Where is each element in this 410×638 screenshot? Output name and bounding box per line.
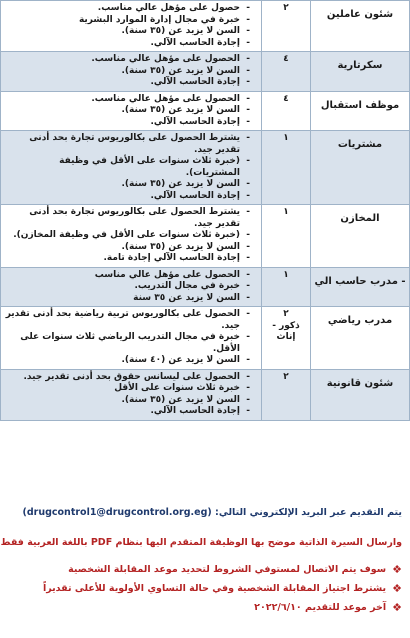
job-count-cell <box>262 369 311 420</box>
job-title: سكرتارية <box>337 60 383 71</box>
note-text: سوف يتم الاتصال لمستوفي الشروط لتحديد موعد المقابلة الشخصية <box>68 564 387 575</box>
requirement-item: - السن لا يزيد عن (٣٥ سنة). <box>4 395 250 407</box>
diamond-bullet-icon: ❖ <box>392 582 402 595</box>
requirements-list <box>4 94 258 129</box>
job-count-cell <box>262 52 311 92</box>
job-count: ٢ <box>283 371 289 382</box>
job-count-cell <box>262 307 311 370</box>
job-title: شئون قانونية <box>326 377 394 389</box>
job-count: ١ <box>283 207 289 217</box>
job-title: مشتريات <box>337 139 383 150</box>
job-requirements-cell <box>1 307 262 370</box>
job-count-cell <box>262 267 311 307</box>
job-requirements-cell <box>1 1 262 52</box>
job-title-cell <box>311 131 410 205</box>
requirement-item: - الحصول على بكالوريوس تربية رياضية بحد أدنى تقدير جيد. <box>4 309 250 332</box>
job-requirements-cell <box>1 52 262 92</box>
note-text: يشترط اجتياز المقابلة الشخصية وفي حالة التساوي الأولوية للأعلى تقديراً <box>42 583 387 594</box>
requirement-item: - السن لا يزيد عن (٤٠ سنة). <box>4 355 250 367</box>
requirement-item: - إجادة الحاسب الآلي. <box>4 77 250 89</box>
diamond-bullet-icon: ❖ <box>392 563 402 576</box>
note-text: آخر موعد للتقديم ٢٠٢٢/٦/١٠ <box>254 602 387 613</box>
job-row <box>1 369 410 420</box>
requirement-item: - (خبرة ثلاث سنوات على الأقل في وظيفة المشتريات). <box>4 156 250 179</box>
requirement-item: - الحصول على مؤهل عالي مناسب. <box>4 54 250 66</box>
requirement-item: - السن لا يزيد عن (٣٥ سنة). <box>4 66 250 78</box>
requirement-item: - إجادة الحاسب الآلي إجادة تامة. <box>4 253 250 265</box>
job-row <box>1 307 410 370</box>
job-count-cell <box>262 91 311 131</box>
jobs-table-body <box>1 1 410 421</box>
job-count: ٢ <box>283 3 289 13</box>
job-title: شئون عاملين <box>326 9 394 20</box>
requirements-list <box>4 54 258 89</box>
requirement-item: - الحصول على مؤهل عالي مناسب. <box>4 94 250 106</box>
apply-cv-line: وارسال السيرة الذاتية موضح بها الوظيفة المتقدم اليها بنظام PDF باللغة العربية فقط <box>0 537 402 548</box>
requirement-item: - السن لا يزيد عن (٣٥ سنة). <box>4 179 250 191</box>
requirements-list <box>4 133 258 202</box>
requirement-item: - حصول على مؤهل عالي مناسب. <box>4 3 250 15</box>
requirements-list <box>4 372 258 418</box>
requirement-item: - السن لا يزيد عن ٣٥ سنة <box>4 293 250 305</box>
note-item <box>43 598 402 617</box>
job-count: ٤ <box>283 93 289 104</box>
job-requirements-cell <box>1 91 262 131</box>
requirement-item: - إجادة الحاسب الآلي. <box>4 191 250 203</box>
note-item <box>43 560 402 579</box>
requirement-item: - (خبرة ثلاث سنوات على الأقل في وظيفة المخازن). <box>4 230 250 242</box>
job-title-cell <box>311 1 410 52</box>
requirement-item: - خبرة ثلاث سنوات على الأقل <box>4 383 250 395</box>
requirement-item: - الحصول على مؤهل عالي مناسب <box>4 270 250 282</box>
requirements-list <box>4 309 258 367</box>
job-count-cell <box>262 131 311 205</box>
requirement-item: - يشترط الحصول على بكالوريوس تجارة بحد أدنى تقدير جيد. <box>4 207 250 230</box>
job-title-cell <box>311 369 410 420</box>
notes-list <box>43 560 402 617</box>
job-count: ١ <box>283 133 289 143</box>
job-title-cell <box>311 307 410 370</box>
requirements-list <box>4 207 258 265</box>
requirement-item: - إجادة الحاسب الآلي. <box>4 38 250 50</box>
requirement-item: - السن لا يزيد عن (٣٥ سنة). <box>4 26 250 38</box>
requirement-item: - إجادة الحاسب الآلي. <box>4 117 250 129</box>
job-title: المخازن <box>340 213 380 224</box>
requirement-item: - السن لا يزيد عن (٣٥ سنة). <box>4 105 250 117</box>
job-row <box>1 131 410 205</box>
job-row <box>1 1 410 52</box>
requirement-item: - إجادة الحاسب الآلي. <box>4 406 250 418</box>
job-count-note: ذكور - إناث <box>272 320 300 342</box>
job-row <box>1 267 410 307</box>
apply-email-line: يتم التقديم عبر البريد الإلكتروني التالي: (drugcontrol1@drugcontrol.org.eg) <box>22 507 402 518</box>
requirements-list <box>4 270 258 305</box>
note-item <box>43 579 402 598</box>
job-title: مدرب رياضي <box>327 315 393 326</box>
job-count-cell <box>262 205 311 268</box>
job-requirements-cell <box>1 267 262 307</box>
requirement-item: - خبرة في مجال التدريب الرياضي ثلاث سنوات على الأقل. <box>4 332 250 355</box>
job-count: ٤ <box>283 54 289 64</box>
job-requirements-cell <box>1 205 262 268</box>
job-requirements-cell <box>1 131 262 205</box>
requirement-item: - السن لا يزيد عن (٣٥ سنة). <box>4 242 250 254</box>
diamond-bullet-icon: ❖ <box>392 601 402 614</box>
job-row <box>1 91 410 131</box>
job-title: - مدرب حاسب الي <box>314 275 406 287</box>
requirement-item: - يشترط الحصول على بكالوريوس تجارة بحد أدنى تقدير جيد. <box>4 133 250 156</box>
job-requirements-cell <box>1 369 262 420</box>
requirements-list <box>4 3 258 49</box>
requirement-item: - خبرة في مجال التدريب. <box>4 281 250 293</box>
job-count: ١ <box>283 269 289 280</box>
requirement-item: - الحصول على ليسانس حقوق بحد أدنى تقدير جيد. <box>4 372 250 384</box>
job-title: موظف استقبال <box>320 99 400 111</box>
job-count-cell <box>262 1 311 52</box>
job-count: ٢ <box>283 309 289 319</box>
job-title-cell <box>311 91 410 131</box>
job-title-cell <box>311 267 410 307</box>
job-title-cell <box>311 205 410 268</box>
job-title-cell <box>311 52 410 92</box>
job-row <box>1 205 410 268</box>
job-row <box>1 52 410 92</box>
requirement-item: - خبرة في مجال إدارة الموارد البشرية <box>4 15 250 27</box>
